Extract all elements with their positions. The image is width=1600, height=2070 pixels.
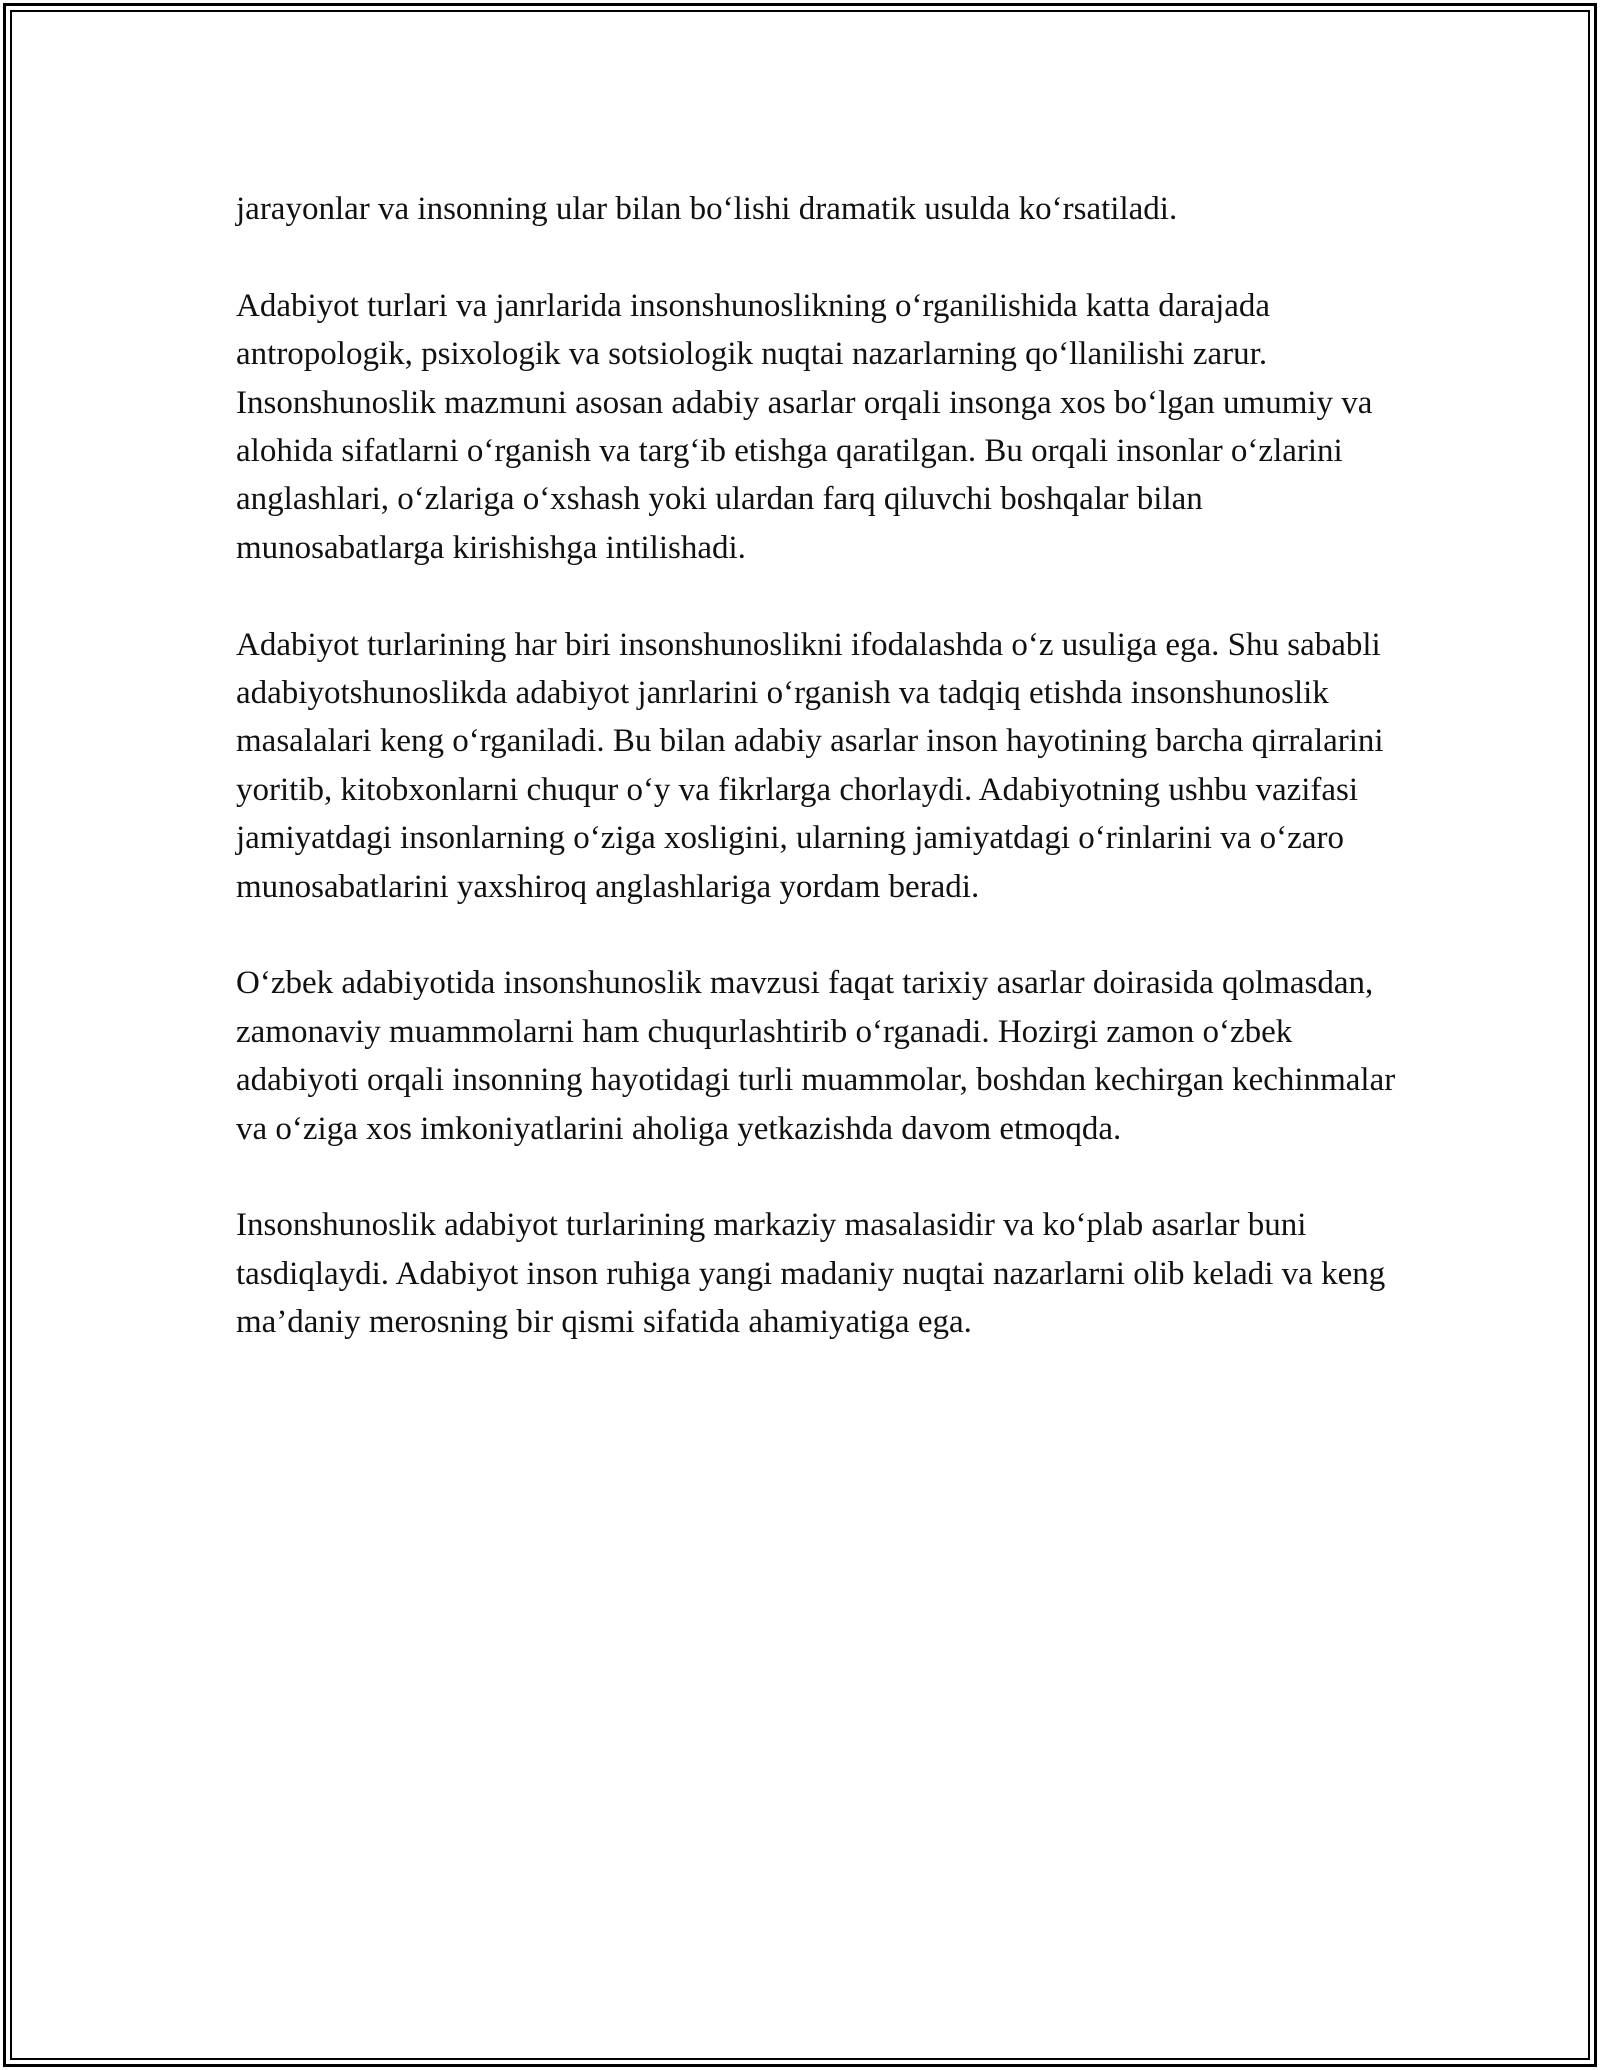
- paragraph-uzbek-literature: O‘zbek adabiyotida insonshunoslik mavzusi faqat tarixiy asarlar doirasida qolmasdan, zamonaviy muammolarni ham chuqurlashtirib o‘rganadi. Hozirgi zamon o‘zbek adabiyoti orqali insonning hayotidagi turli muammolar, boshdan kechirgan kechinmalar va o‘ziga xos imkoniyatlarini aholiga yetkazishda davom etmoqda.: [236, 965, 1396, 1147]
- paragraph-continuation: jarayonlar va insonning ular bilan bo‘lishi dramatik usulda ko‘rsatiladi.: [236, 191, 1178, 227]
- paragraph-genre-methods: Adabiyot turlarining har biri insonshunoslikni ifodalashda o‘z usuliga ega. Shu sababli adabiyotshunoslikda adabiyot janrlarini o‘rganish va tadqiq etishda insonshunoslik masalalari keng o‘rganiladi. Bu bilan adabiy asarlar inson hayotining barcha qirralarini yoritib, kitobxonlarni chuqur o‘y va fikrlarga chorlaydi. Adabiyotning ushbu vazifasi jamiyatdagi insonlarning o‘ziga xosligini, ularning jamiyatdagi o‘rinlarini va o‘zaro munosabatlarini yaxshiroq anglashlariga yordam beradi.: [236, 626, 1384, 905]
- paragraph-conclusion: Insonshunoslik adabiyot turlarining markaziy masalasidir va ko‘plab asarlar buni tasdiqlaydi. Adabiyot inson ruhiga yangi madaniy nuqtai nazarlarni olib keladi va keng ma’daniy merosning bir qismi sifatida ahamiyatiga ega.: [236, 1207, 1386, 1341]
- document-body: [236, 185, 1396, 1395]
- paragraph-literary-genres: Adabiyot turlari va janrlarida insonshunoslikning o‘rganilishida katta darajada antropologik, psixologik va sotsiologik nuqtai nazarlarning qo‘llanilishi zarur. Insonshunoslik mazmuni asosan adabiy asarlar orqali insonga xos bo‘lgan umumiy va alohida sifatlarni o‘rganish va targ‘ib etishga qaratilgan. Bu orqali insonlar o‘zlarini anglashlari, o‘zlariga o‘xshash yoki ulardan farq qiluvchi boshqalar bilan munosabatlarga kirishishga intilishadi.: [236, 287, 1373, 566]
